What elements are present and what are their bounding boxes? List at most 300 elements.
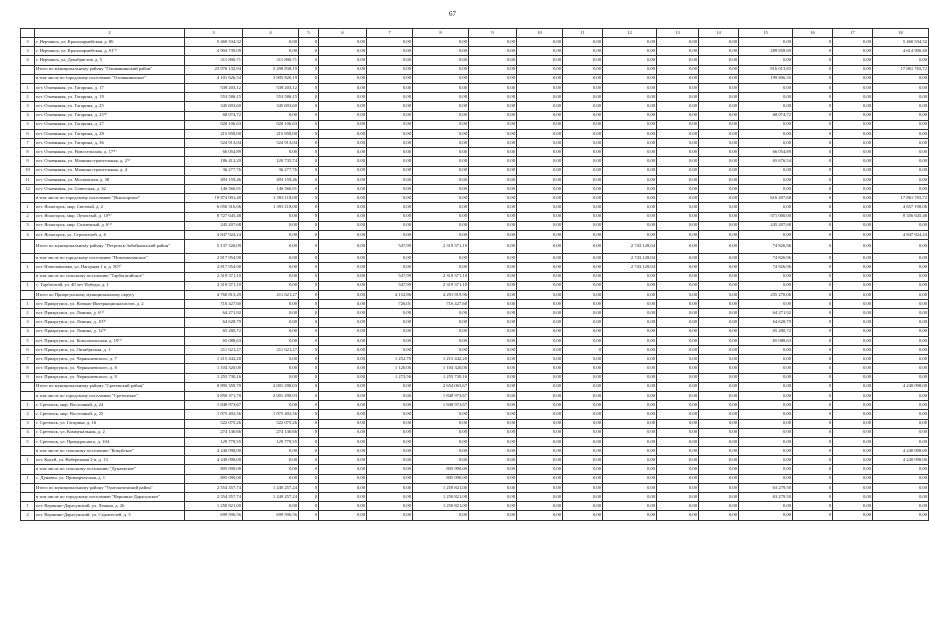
value-cell: 0,00 — [469, 74, 517, 83]
value-cell: 0,00 — [469, 157, 517, 166]
value-cell: 0,00 — [833, 93, 873, 102]
value-cell: 0,00 — [413, 230, 469, 239]
value-cell: 0,00 — [469, 148, 517, 157]
value-cell: 0,00 — [319, 175, 367, 184]
value-cell: 0,00 — [657, 240, 699, 254]
value-cell: 0,00 — [367, 502, 413, 511]
value-cell: 0,00 — [563, 65, 603, 74]
value-cell: 0,00 — [873, 166, 929, 175]
value-cell: 0,00 — [517, 240, 563, 254]
address-cell: г. Сретенск, ул. Примурасного, д. 104 — [35, 437, 185, 446]
value-cell: 0,00 — [833, 111, 873, 120]
value-cell: 0,00 — [517, 465, 563, 474]
value-cell: 4 240 098,00 — [873, 382, 929, 391]
value-cell: 0,00 — [873, 336, 929, 345]
value-cell: 68 074,72 — [185, 111, 243, 120]
value-cell: 0,00 — [873, 502, 929, 511]
value-cell: 0 — [299, 102, 319, 111]
value-cell: 0,00 — [739, 382, 793, 391]
value-cell: 0,00 — [563, 272, 603, 281]
value-cell: 0,00 — [469, 185, 517, 194]
value-cell: 0,00 — [319, 336, 367, 345]
value-cell: 0,00 — [243, 111, 299, 120]
value-cell: 805 090,00 — [413, 474, 469, 483]
value-cell: 0,00 — [603, 327, 657, 336]
table-row — [21, 447, 929, 456]
value-cell: 0,00 — [367, 194, 413, 203]
value-cell: 0,00 — [603, 47, 657, 56]
value-cell: 0,00 — [833, 336, 873, 345]
value-cell: 0 — [299, 230, 319, 239]
value-cell: 0,00 — [739, 203, 793, 212]
value-cell: 0,00 — [469, 47, 517, 56]
value-cell: 0,00 — [603, 212, 657, 221]
value-cell: 0,00 — [699, 456, 739, 465]
address-cell: пгт. Приаргунск, ул. Чернышевского, д. 9 — [35, 373, 185, 382]
address-cell: пгт. Приаргунск, ул. Октябрьская, д. 1 — [35, 346, 185, 355]
value-cell: 0,00 — [243, 474, 299, 483]
value-cell: 0 — [793, 203, 833, 212]
value-cell: 0,00 — [873, 474, 929, 483]
value-cell: 0,00 — [699, 203, 739, 212]
value-cell: 0 — [563, 346, 603, 355]
value-cell: 0,00 — [517, 502, 563, 511]
value-cell: 19 874 091,40 — [185, 194, 243, 203]
value-cell: 1 252,70 — [367, 355, 413, 364]
value-cell: 0,00 — [517, 327, 563, 336]
address-cell: пгт. Вершино-Дарасунский, ул. Строителей, д. 3 — [35, 511, 185, 520]
value-cell: 1 215 442,20 — [413, 355, 469, 364]
value-cell: 0,00 — [699, 38, 739, 47]
value-cell: 0,00 — [517, 56, 563, 65]
value-cell: 0,00 — [833, 483, 873, 492]
table-row — [21, 346, 929, 355]
value-cell: 0,00 — [319, 419, 367, 428]
address-cell: пгт. Приаргунск, ул. Чернышевского, д. 7 — [35, 355, 185, 364]
index-cell: 3 — [21, 419, 35, 428]
value-cell: 0,00 — [469, 493, 517, 502]
value-cell: 0,00 — [469, 346, 517, 355]
value-cell: 1 848 973,67 — [413, 401, 469, 410]
value-cell: 0,00 — [699, 401, 739, 410]
value-cell: 0,00 — [243, 254, 299, 263]
value-cell: 0,00 — [657, 93, 699, 102]
value-cell: 211 621,27 — [185, 346, 243, 355]
value-cell: 0,00 — [657, 318, 699, 327]
value-cell: 0,00 — [469, 336, 517, 345]
column-header: 17 — [833, 29, 873, 38]
value-cell: 0,00 — [243, 465, 299, 474]
value-cell: 1 393 118,00 — [243, 194, 299, 203]
value-cell: 68 074,72 — [739, 111, 793, 120]
value-cell: 539 203,12 — [185, 83, 243, 92]
value-cell: 0,00 — [243, 309, 299, 318]
value-cell: 0 — [793, 272, 833, 281]
value-cell: 0,00 — [873, 129, 929, 138]
table-row — [21, 111, 929, 120]
index-cell: 3 — [21, 318, 35, 327]
value-cell: 0,00 — [657, 47, 699, 56]
value-cell: 0,00 — [469, 327, 517, 336]
address-cell: Итого по муниципальному району "Сретенский район" — [35, 382, 185, 391]
value-cell: 0,00 — [517, 65, 563, 74]
value-cell: 0,00 — [657, 148, 699, 157]
value-cell: 0,00 — [563, 56, 603, 65]
value-cell: 0,00 — [319, 483, 367, 492]
value-cell: 0,00 — [319, 83, 367, 92]
value-cell: 0 — [793, 111, 833, 120]
value-cell: 0,00 — [603, 382, 657, 391]
value-cell: 522 075,26 — [243, 419, 299, 428]
address-cell: пгт. Ясногорск, ул. Строителей, д. 6 — [35, 230, 185, 239]
value-cell: 0,00 — [603, 120, 657, 129]
value-cell: 4 904 739,09 — [185, 47, 243, 56]
address-cell: г. Сретенск, мкр. Восточный, д. 24 — [35, 401, 185, 410]
index-cell: 1 — [21, 474, 35, 483]
value-cell: 0 — [793, 120, 833, 129]
value-cell: 0,00 — [563, 300, 603, 309]
value-cell: 0,00 — [413, 437, 469, 446]
value-cell: 0,00 — [603, 148, 657, 157]
value-cell: 0,00 — [413, 221, 469, 230]
value-cell: 0,00 — [739, 230, 793, 239]
address-cell: пгт. Ясногорск, мкр. Солнечный, д. 6⁽¹⁾ — [35, 221, 185, 230]
value-cell: 805 090,00 — [413, 465, 469, 474]
value-cell: 0,00 — [367, 139, 413, 148]
value-cell: 0 — [299, 254, 319, 263]
value-cell: 0,00 — [657, 290, 699, 299]
value-cell: 2 817 954,90 — [185, 254, 243, 263]
value-cell: 0 — [299, 65, 319, 74]
value-cell: 0 — [299, 212, 319, 221]
value-cell: 0,00 — [319, 221, 367, 230]
value-cell: 0,00 — [657, 203, 699, 212]
value-cell: 0,00 — [517, 474, 563, 483]
value-cell: 0,00 — [699, 175, 739, 184]
value-cell: 0,00 — [657, 511, 699, 520]
value-cell: 0,00 — [469, 391, 517, 400]
value-cell: 0 — [793, 346, 833, 355]
value-cell: 0,00 — [833, 346, 873, 355]
value-cell: 0,00 — [319, 139, 367, 148]
value-cell: 23 976 132,94 — [185, 65, 243, 74]
value-cell: 0,00 — [603, 38, 657, 47]
value-cell: 311 806,71 — [185, 56, 243, 65]
value-cell: 716 427,60 — [413, 300, 469, 309]
value-cell: 0,00 — [603, 185, 657, 194]
value-cell: 64 271,92 — [739, 309, 793, 318]
value-cell: 0,00 — [657, 309, 699, 318]
index-cell — [21, 254, 35, 263]
value-cell: 0,00 — [563, 47, 603, 56]
value-cell: 1 250 821,00 — [413, 483, 469, 492]
value-cell: 215 858,00 — [185, 129, 243, 138]
value-cell: 0,00 — [833, 148, 873, 157]
value-cell: 0,00 — [833, 410, 873, 419]
value-cell: 699 596,56 — [185, 511, 243, 520]
value-cell: 0,00 — [469, 318, 517, 327]
value-cell: 0,00 — [873, 465, 929, 474]
value-cell: 0,00 — [699, 318, 739, 327]
value-cell: 0,00 — [603, 410, 657, 419]
value-cell: 0 — [793, 355, 833, 364]
value-cell: 0,00 — [833, 254, 873, 263]
value-cell: 0,00 — [367, 38, 413, 47]
value-cell: 0,00 — [367, 203, 413, 212]
value-cell: 0,00 — [833, 456, 873, 465]
index-cell: 1 — [21, 203, 35, 212]
address-cell: пгт. Кокуй, ул. Набережная 2-я, д. 13 — [35, 456, 185, 465]
value-cell: 0,00 — [469, 254, 517, 263]
value-cell: 4 760 813,29 — [185, 290, 243, 299]
value-cell: 0,00 — [833, 221, 873, 230]
value-cell: 65 280,72 — [739, 327, 793, 336]
value-cell: 0,00 — [603, 465, 657, 474]
value-cell: 0,00 — [563, 74, 603, 83]
value-cell: 0,00 — [657, 281, 699, 290]
value-cell: 0,00 — [603, 129, 657, 138]
value-cell: 0,00 — [657, 157, 699, 166]
value-cell: 0,00 — [873, 483, 929, 492]
value-cell: 0,00 — [833, 290, 873, 299]
value-cell: 0,00 — [469, 474, 517, 483]
value-cell: 0,00 — [517, 382, 563, 391]
value-cell: 0,00 — [603, 281, 657, 290]
value-cell: 0,00 — [603, 474, 657, 483]
value-cell: 0,00 — [739, 502, 793, 511]
value-cell: 0,00 — [243, 212, 299, 221]
value-cell: 0,00 — [739, 139, 793, 148]
value-cell: 0,00 — [739, 300, 793, 309]
address-cell: в том числе по сельскому поселению "Тарбагатайское" — [35, 272, 185, 281]
column-header: 12 — [603, 29, 657, 38]
table-row — [21, 465, 929, 474]
address-cell: Итого по Приаргунскому муниципальному округу — [35, 290, 185, 299]
value-cell: 0,00 — [469, 240, 517, 254]
value-cell: 0,00 — [699, 65, 739, 74]
value-cell: 0,00 — [413, 157, 469, 166]
value-cell: 0,00 — [657, 300, 699, 309]
value-cell: 0,00 — [739, 56, 793, 65]
value-cell: 1 104 320,00 — [413, 364, 469, 373]
value-cell: 0 — [299, 419, 319, 428]
value-cell: 0,00 — [563, 410, 603, 419]
value-cell: 0,00 — [603, 83, 657, 92]
value-cell: 0,00 — [873, 327, 929, 336]
value-cell: 0 — [793, 240, 833, 254]
value-cell: 0,00 — [563, 212, 603, 221]
value-cell: 0,00 — [657, 336, 699, 345]
address-cell: пгт. Приаргунск, ул. Чернышевского, д. 8 — [35, 364, 185, 373]
value-cell: 0,00 — [833, 272, 873, 281]
value-cell: 0,00 — [699, 382, 739, 391]
value-cell: 616 207,68 — [739, 194, 793, 203]
table-row — [21, 194, 929, 203]
value-cell: 0,00 — [699, 157, 739, 166]
address-cell: пгт. Оловянная, ул. Гагарина, д. 28 — [35, 129, 185, 138]
value-cell: 0,00 — [699, 483, 739, 492]
value-cell: 0,00 — [657, 175, 699, 184]
value-cell: 0,00 — [517, 93, 563, 102]
value-cell: 0,00 — [873, 93, 929, 102]
index-cell: 11 — [21, 175, 35, 184]
column-header: 10 — [517, 29, 563, 38]
value-cell: 0,00 — [657, 373, 699, 382]
value-cell: 0 — [299, 300, 319, 309]
value-cell: 0,00 — [413, 148, 469, 157]
value-cell: 0,00 — [699, 47, 739, 56]
value-cell: 0,00 — [517, 157, 563, 166]
value-cell: 17 861 765,72 — [873, 194, 929, 203]
value-cell: 120 735,74 — [243, 157, 299, 166]
value-cell: 0,00 — [319, 185, 367, 194]
value-cell: 0 — [299, 120, 319, 129]
value-cell: 0,00 — [657, 483, 699, 492]
value-cell: 0,00 — [657, 401, 699, 410]
value-cell: 0,00 — [413, 47, 469, 56]
value-cell: 0,00 — [469, 428, 517, 437]
value-cell: 547,99 — [367, 272, 413, 281]
value-cell: 0,00 — [699, 56, 739, 65]
value-cell: 0,00 — [699, 419, 739, 428]
value-cell: 0,00 — [319, 102, 367, 111]
value-cell: 0,00 — [517, 221, 563, 230]
value-cell: 0,00 — [657, 465, 699, 474]
value-cell: 0 — [793, 65, 833, 74]
table-row — [21, 175, 929, 184]
value-cell: 0,00 — [657, 474, 699, 483]
value-cell: 0,00 — [657, 364, 699, 373]
value-cell: 0 — [793, 410, 833, 419]
value-cell: 211 621,27 — [243, 290, 299, 299]
value-cell: 0 — [793, 74, 833, 83]
index-cell — [21, 74, 35, 83]
value-cell: 0,00 — [319, 272, 367, 281]
table-row — [21, 240, 929, 254]
value-cell: 0,00 — [319, 38, 367, 47]
value-cell: 0,00 — [657, 382, 699, 391]
value-cell: 0,00 — [699, 93, 739, 102]
value-cell: 0,00 — [413, 456, 469, 465]
value-cell: 0,00 — [603, 290, 657, 299]
value-cell: 1 240 257,24 — [243, 493, 299, 502]
value-cell: 0,00 — [603, 65, 657, 74]
value-cell: 0,00 — [367, 401, 413, 410]
value-cell: 0,00 — [699, 83, 739, 92]
value-cell: 0,00 — [367, 47, 413, 56]
value-cell: 1 393 118,00 — [243, 203, 299, 212]
value-cell: 0,00 — [833, 318, 873, 327]
table-row — [21, 428, 929, 437]
value-cell: 0,00 — [367, 419, 413, 428]
value-cell: 0,00 — [319, 47, 367, 56]
value-cell: 0,00 — [873, 240, 929, 254]
value-cell: 0,00 — [367, 465, 413, 474]
index-cell — [21, 194, 35, 203]
value-cell: 0,00 — [517, 129, 563, 138]
value-cell: 0,00 — [563, 474, 603, 483]
index-cell: 10 — [21, 166, 35, 175]
index-cell: 9 — [21, 373, 35, 382]
table-row — [21, 309, 929, 318]
value-cell: 553 586,15 — [243, 93, 299, 102]
value-cell: 0,00 — [563, 120, 603, 129]
value-cell: 0,00 — [739, 419, 793, 428]
column-header: 18 — [873, 29, 929, 38]
value-cell: 0,00 — [657, 139, 699, 148]
value-cell: 0,00 — [873, 300, 929, 309]
column-header: 16 — [793, 29, 833, 38]
value-cell: 0 — [793, 382, 833, 391]
value-cell: 0 — [793, 300, 833, 309]
value-cell: 0,00 — [319, 120, 367, 129]
value-cell: 0,00 — [699, 428, 739, 437]
value-cell: 0,00 — [319, 474, 367, 483]
value-cell: 0,00 — [739, 355, 793, 364]
value-cell: 0 — [793, 175, 833, 184]
value-cell: 0,00 — [319, 401, 367, 410]
value-cell: 146 566,91 — [243, 185, 299, 194]
value-cell: 0 — [299, 410, 319, 419]
value-cell: 805 090,00 — [185, 474, 243, 483]
value-cell: 0 — [793, 212, 833, 221]
value-cell: 2 001 298,03 — [243, 391, 299, 400]
value-cell: 0,00 — [563, 102, 603, 111]
value-cell: 0,00 — [563, 391, 603, 400]
value-cell: 0 — [299, 456, 319, 465]
table-row — [21, 437, 929, 446]
address-cell: с. Тарбагатай, ул. 40 лет Победы, д. 1 — [35, 281, 185, 290]
value-cell: 0,00 — [873, 102, 929, 111]
value-cell: 0,00 — [699, 336, 739, 345]
value-cell: 0,00 — [367, 212, 413, 221]
value-cell: 0,00 — [469, 364, 517, 373]
value-cell: 0,00 — [367, 447, 413, 456]
value-cell: 4 847 924,24 — [185, 230, 243, 239]
value-cell: 0,00 — [833, 65, 873, 74]
value-cell: 0,00 — [413, 166, 469, 175]
value-cell: 0,00 — [469, 38, 517, 47]
table-row — [21, 493, 929, 502]
index-cell: 4 — [21, 327, 35, 336]
table-row — [21, 56, 929, 65]
value-cell: 0,00 — [603, 102, 657, 111]
value-cell: 0,00 — [603, 401, 657, 410]
value-cell: 0,00 — [833, 391, 873, 400]
value-cell: 199 806,35 — [739, 74, 793, 83]
value-cell: 0,00 — [603, 175, 657, 184]
value-cell: 0,00 — [517, 38, 563, 47]
value-cell: 0,00 — [243, 38, 299, 47]
column-header: 15 — [739, 29, 793, 38]
value-cell: 0 — [299, 511, 319, 520]
value-cell: 0,00 — [367, 93, 413, 102]
value-cell: 0,00 — [517, 254, 563, 263]
value-cell: 0,00 — [739, 83, 793, 92]
value-cell: 1 255 730,16 — [185, 373, 243, 382]
value-cell: 0 — [793, 419, 833, 428]
value-cell: 0,00 — [367, 428, 413, 437]
value-cell: 0 — [793, 56, 833, 65]
value-cell: 0,00 — [367, 83, 413, 92]
value-cell: 0,00 — [469, 483, 517, 492]
value-cell: 0,00 — [243, 318, 299, 327]
value-cell: 2 743 128,04 — [603, 240, 657, 254]
value-cell: 0,00 — [367, 230, 413, 239]
value-cell: 0,00 — [739, 364, 793, 373]
value-cell: 0,00 — [319, 166, 367, 175]
table-row — [21, 373, 929, 382]
